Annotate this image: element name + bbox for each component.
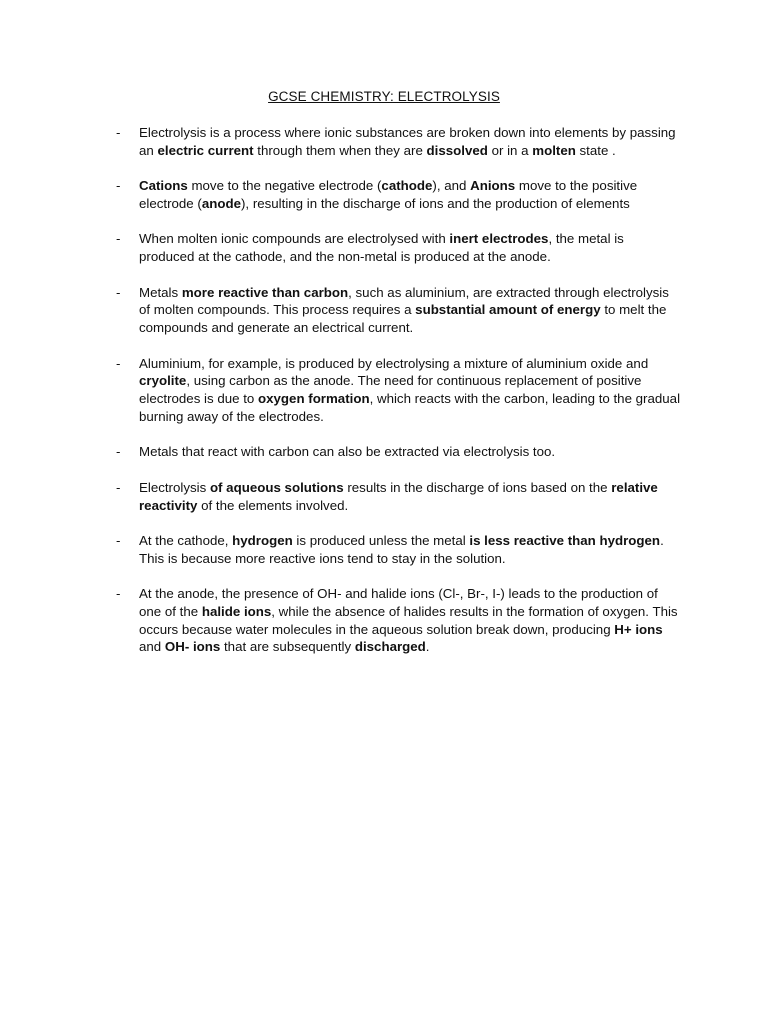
bullet-item bbox=[116, 355, 682, 426]
bold-term: substantial amount of energy bbox=[415, 302, 601, 318]
text-run: Electrolysis bbox=[139, 479, 210, 495]
text-run: At the cathode, bbox=[139, 532, 233, 548]
text-run: state . bbox=[575, 142, 616, 158]
bullet-item bbox=[116, 585, 682, 656]
bold-term: halide ions bbox=[201, 603, 272, 619]
bold-term: is less reactive than hydrogen bbox=[469, 532, 661, 548]
bullet-dash: - bbox=[116, 284, 121, 300]
bold-term: molten bbox=[532, 142, 576, 158]
bold-term: more reactive than carbon bbox=[181, 284, 349, 300]
bullet-dash: - bbox=[116, 586, 121, 602]
text-run: , the metal is produced at the cathode, and the non-metal is produced at the anode. bbox=[139, 231, 624, 265]
bold-term: Cations bbox=[139, 178, 188, 194]
text-run: Aluminium, for example, is produced by electrolysing a mixture of aluminium oxide and bbox=[139, 355, 649, 371]
text-run: , using carbon as the anode. The need for continuous replacement of positive electrodes is due to bbox=[139, 373, 642, 407]
text-run: , while the absence of halides results in the formation of oxygen. This occurs because water molecules in the aqueous solution break down, producing bbox=[139, 603, 678, 637]
bold-term: anode bbox=[201, 195, 241, 211]
bold-term: electric current bbox=[157, 142, 254, 158]
text-run: , which reacts with the carbon, leading to the gradual burning away of the electrodes. bbox=[139, 391, 681, 424]
bullet-item bbox=[116, 443, 682, 461]
text-run: results in the discharge of ions based on the bbox=[343, 479, 612, 495]
bold-term: discharged bbox=[354, 639, 426, 655]
text-run: is produced unless the metal bbox=[292, 532, 470, 548]
bullet-item bbox=[116, 532, 682, 568]
text-run: through them when they are bbox=[253, 142, 427, 158]
text-run: that are subsequently bbox=[220, 639, 355, 655]
bold-term: cathode bbox=[381, 178, 433, 194]
text-run: When molten ionic compounds are electrolysed with bbox=[139, 231, 450, 247]
bullet-text bbox=[139, 444, 555, 459]
text-run: , such as aluminium, are extracted through electrolysis of molten compounds. This process requires a bbox=[139, 284, 669, 318]
bullet-dash: - bbox=[116, 444, 121, 460]
bold-term: H+ ions bbox=[614, 621, 663, 637]
text-run: Electrolysis is a process where ionic substances are broken down into elements by passing an bbox=[139, 125, 676, 158]
bullet-list bbox=[116, 124, 682, 674]
bullet-dash: - bbox=[116, 355, 121, 371]
bullet-text bbox=[139, 356, 680, 424]
bullet-text bbox=[139, 586, 678, 654]
bullet-item bbox=[116, 230, 682, 266]
bold-term: of aqueous solutions bbox=[209, 479, 344, 495]
bold-term: OH- ions bbox=[164, 639, 221, 655]
text-run: of the elements involved. bbox=[197, 497, 349, 513]
bullet-dash: - bbox=[116, 532, 121, 548]
bold-term: inert electrodes bbox=[449, 231, 549, 247]
bullet-dash: - bbox=[116, 231, 121, 247]
text-run: and bbox=[139, 639, 165, 655]
text-run: to melt the compounds and generate an electrical current. bbox=[139, 302, 667, 336]
bold-term: hydrogen bbox=[232, 532, 293, 548]
bullet-text bbox=[139, 178, 637, 211]
text-run: move to the positive electrode ( bbox=[139, 178, 638, 211]
bullet-text bbox=[139, 533, 664, 566]
bullet-dash: - bbox=[116, 479, 121, 495]
text-run: At the anode, the presence of OH- and halide ions (Cl-, Br-, I-) leads to the production of one of the bbox=[139, 586, 658, 619]
bold-term: Anions bbox=[470, 178, 516, 194]
bullet-text bbox=[139, 285, 669, 336]
bold-term: dissolved bbox=[426, 142, 488, 158]
bullet-text bbox=[139, 125, 676, 158]
bold-term: relative reactivity bbox=[139, 479, 658, 513]
bullet-item bbox=[116, 284, 682, 337]
text-run: or in a bbox=[487, 142, 533, 158]
bullet-text bbox=[139, 231, 624, 264]
text-run: ), resulting in the discharge of ions and the production of elements bbox=[241, 195, 630, 211]
bullet-dash: - bbox=[116, 178, 121, 194]
bullet-text bbox=[139, 480, 658, 513]
page-title: GCSE CHEMISTRY: ELECTROLYSIS bbox=[268, 89, 500, 104]
bullet-item bbox=[116, 124, 682, 160]
bullet-item bbox=[116, 479, 682, 515]
text-run: Metals that react with carbon can also be extracted via electrolysis too. bbox=[139, 444, 556, 460]
bullet-item bbox=[116, 177, 682, 213]
bold-term: cryolite bbox=[139, 373, 187, 389]
bullet-dash: - bbox=[116, 125, 121, 140]
text-run: . This is because more reactive ions tend to stay in the solution. bbox=[139, 532, 664, 566]
bold-term: oxygen formation bbox=[258, 391, 370, 407]
text-run: . bbox=[425, 639, 430, 655]
text-run: Metals bbox=[139, 284, 182, 300]
text-run: ), and bbox=[432, 178, 471, 194]
text-run: move to the negative electrode ( bbox=[187, 178, 382, 194]
